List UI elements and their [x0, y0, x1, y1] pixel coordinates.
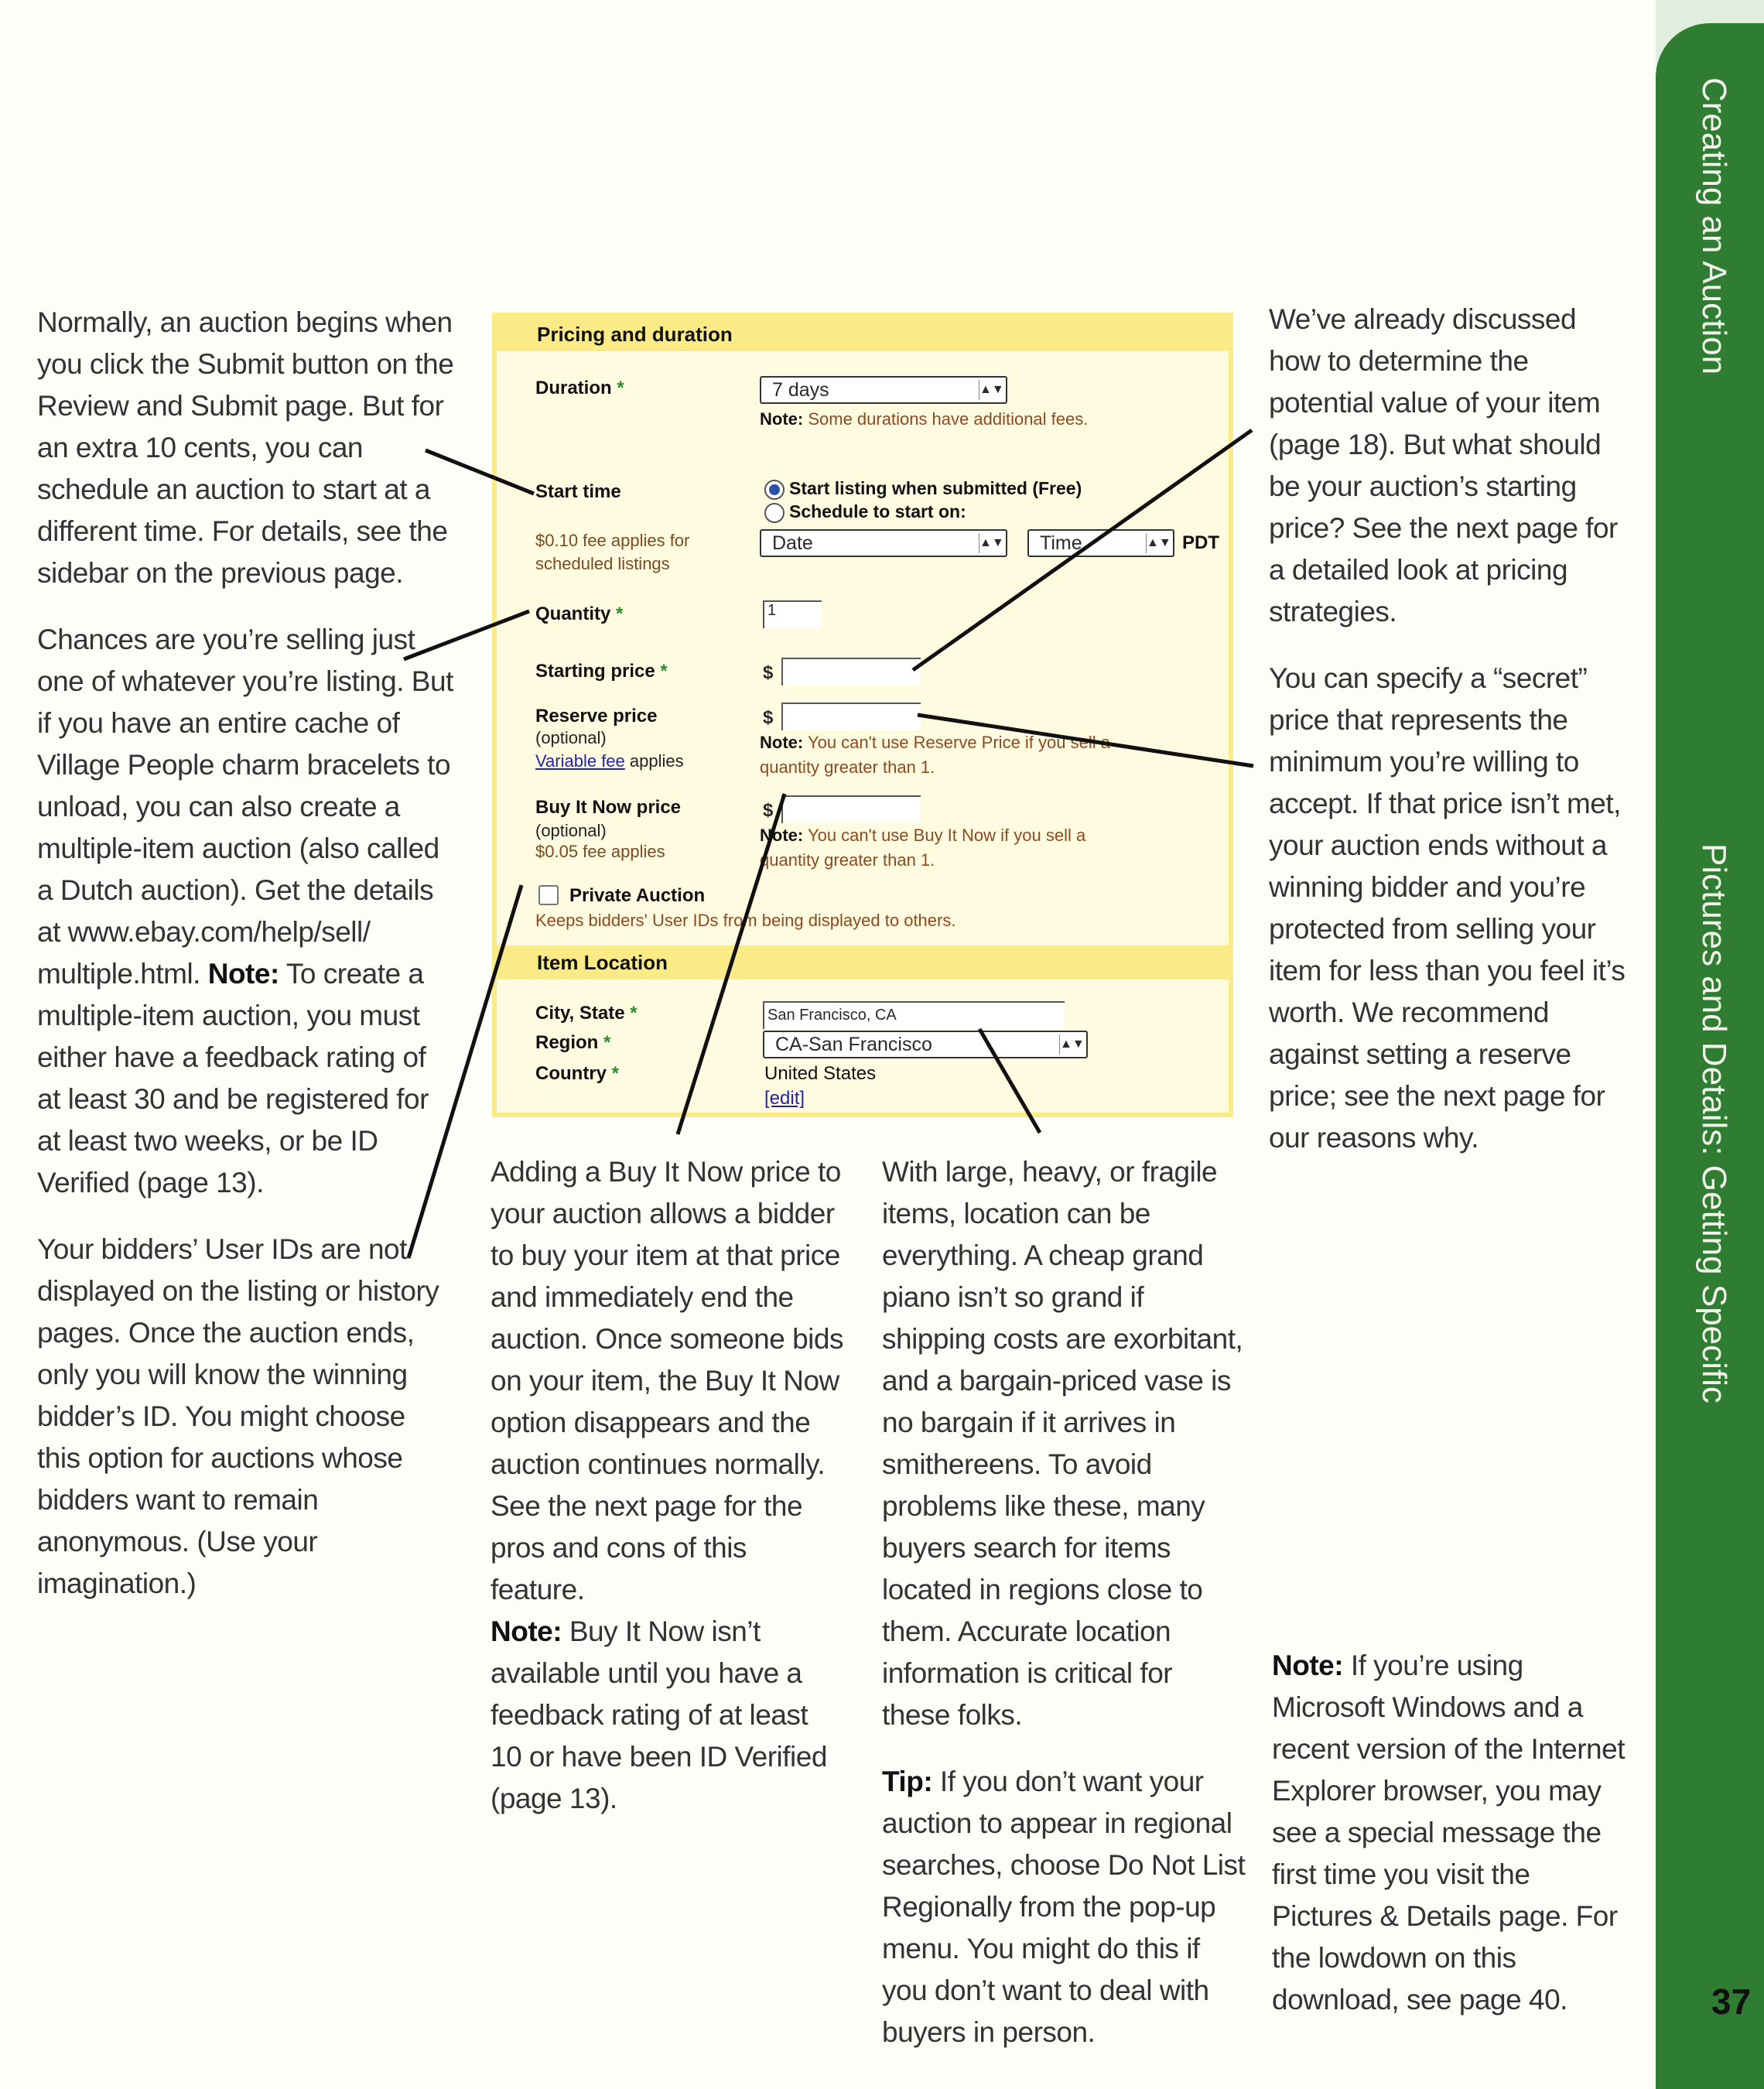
start-time-fee: $0.10 fee applies for scheduled listings	[535, 531, 690, 573]
required-star: *	[630, 1003, 638, 1024]
buy-it-now-optional: (optional)	[535, 821, 607, 840]
callout-region	[979, 1029, 1040, 1133]
region-select-value: CA-San Francisco	[775, 1034, 932, 1055]
city-state-label-text: City, State	[535, 1003, 625, 1024]
select-arrows-icon: ▲▼	[979, 533, 1003, 553]
currency-symbol: $	[763, 662, 774, 683]
starting-price-label-text: Starting price	[535, 661, 655, 682]
left-note-text: To create a multiple-item auction, you must either have a feedback rating of at least 30 and be registered for at least two weeks, or be ID Verified (page 13).	[37, 958, 429, 1198]
country-value: United States	[764, 1063, 877, 1084]
callout-private-auction	[409, 885, 521, 1258]
callout-buy-it-now	[678, 794, 785, 1134]
callout-start-time	[426, 450, 534, 494]
schedule-start-label: Schedule to start on:	[789, 501, 966, 521]
left-paragraph-2-text: Chances are you’re selling just one of whatever you’re listing. But if you have an entire cache of Village People charm bracelets to unload, you can also create a multiple-item auction (also called a Dutch auction). Get the details at www.ebay.com/help/sell/ multiple.html.	[37, 624, 453, 990]
quantity-input-value: 1	[767, 602, 777, 619]
private-auction-desc: Keeps bidders' User IDs from being displayed to others.	[535, 911, 956, 930]
city-state-input-value: San Francisco, CA	[767, 1007, 897, 1024]
third-tip-label: Tip:	[882, 1766, 933, 1797]
reserve-note-text: You can't use Reserve Price if you sell a quantity greater than 1.	[760, 733, 1110, 777]
tab-pictures-and-details-label: Pictures and Details: Getting Specific	[1695, 843, 1733, 1403]
required-star: *	[611, 1063, 620, 1084]
left-paragraph-3: Your bidders’ User IDs are not displayed on the listing or history pages. Once the auction ends, only you will know the winning bidder’s ID. You might choose this option for auctions whose bidders want to remain anonymous. (Use your imagination.)	[37, 1233, 439, 1599]
buy-it-now-note-label: Note:	[760, 826, 804, 845]
section-header-location: Item Location	[497, 945, 1229, 980]
tab-creating-an-auction-label: Creating an Auction	[1695, 77, 1733, 375]
left-note-label: Note:	[207, 958, 279, 990]
currency-symbol: $	[763, 707, 774, 728]
date-select-value: Date	[772, 532, 813, 554]
duration-note-label: Note:	[760, 409, 804, 429]
buy-it-now-label: Buy It Now price	[535, 797, 682, 818]
page-number: 37	[1711, 1981, 1752, 2022]
variable-fee-suffix: applies	[629, 751, 684, 771]
edit-location-link[interactable]: [edit]	[764, 1088, 805, 1109]
left-paragraph-1: Normally, an auction begins when you click the Submit button on the Review and Submit page. But for an extra 10 cents, you can schedule an auction to start at a different time. For details, see the sidebar on the previous page.	[37, 306, 454, 589]
country-label-text: Country	[535, 1063, 607, 1084]
callout-reserve-price	[918, 715, 1253, 766]
duration-label-text: Duration	[535, 378, 612, 398]
select-arrows-icon: ▲▼	[1059, 1034, 1083, 1055]
right-note-text: If you’re using Microsoft Windows and a recent version of the Internet Explorer browser, you may see a special message the first time you visit the Pictures & Details page. For the lowdown on this download, see page 40.	[1272, 1650, 1625, 2015]
tab-pictures-and-details	[1656, 766, 1764, 2089]
right-note-label: Note:	[1272, 1650, 1344, 1681]
buy-it-now-fee: $0.05 fee applies	[535, 842, 665, 861]
start-time-label: Start time	[535, 481, 621, 502]
section-header-pricing: Pricing and duration	[497, 317, 1229, 351]
required-star: *	[616, 603, 624, 624]
right-paragraph-1: We’ve already discussed how to determine the potential value of your item (page 18). But what should be your auction’s starting price? See the next page for a detailed look at pricing strategies.	[1269, 303, 1618, 627]
time-select-value: Time	[1040, 532, 1082, 554]
required-star: *	[603, 1032, 611, 1053]
middle-note-text: Buy It Now isn’t available until you have a feedback rating of at least 10 or have been ID Verified (page 13).	[491, 1615, 827, 1814]
select-arrows-icon: ▲▼	[979, 380, 1003, 400]
select-arrows-icon: ▲▼	[1146, 533, 1170, 553]
required-star: *	[660, 661, 668, 682]
right-paragraph-2: You can specify a “secret” price that represents the minimum you’re willing to accept. If that price isn’t met, your auction ends without a winning bidder and you’re protected from selling your item for less than you feel it’s worth. We recommend against setting a reserve price; see the next page for our reasons why.	[1269, 662, 1626, 1154]
required-star: *	[617, 378, 624, 398]
region-label-text: Region	[535, 1032, 599, 1053]
currency-symbol: $	[763, 800, 774, 821]
callout-starting-price	[913, 430, 1252, 670]
duration-select-value: 7 days	[772, 379, 829, 401]
reserve-price-optional: (optional)	[535, 728, 607, 747]
buy-it-now-note-text: You can't use Buy It Now if you sell a quantity greater than 1.	[760, 826, 1086, 870]
callout-quantity	[404, 611, 529, 659]
middle-note-label: Note:	[491, 1615, 562, 1647]
reserve-price-label: Reserve price	[535, 706, 658, 727]
reserve-note-label: Note:	[760, 733, 804, 752]
timezone-label: PDT	[1182, 532, 1219, 553]
middle-paragraph-1-text: Adding a Buy It Now price to your auction allows a bidder to buy your item at that price and immediately end the auction. Once someone bids on your item, the Buy It Now option disappears and the auction continues normally. See the next page for the pros and cons of this feature.	[491, 1156, 843, 1605]
third-tip-text: If you don’t want your auction to appear in regional searches, choose Do Not List Regionally from the pop-up menu. You might do this if you don’t want to deal with buyers in person.	[882, 1766, 1246, 2048]
variable-fee-link[interactable]: Variable fee	[535, 751, 625, 771]
quantity-label-text: Quantity	[535, 603, 611, 624]
start-when-submitted-label: Start listing when submitted (Free)	[789, 478, 1082, 498]
private-auction-label: Private Auction	[569, 885, 706, 906]
duration-note-text: Some durations have additional fees.	[808, 409, 1089, 429]
third-paragraph-1: With large, heavy, or fragile items, location can be everything. A cheap grand piano isn’t so grand if shipping costs are exorbitant, and a bargain-priced vase is no bargain if it arrives in smithereens. To avoid problems like these, many buyers search for items located in regions close to them. Accurate location information is critical for these folks.	[882, 1156, 1243, 1731]
